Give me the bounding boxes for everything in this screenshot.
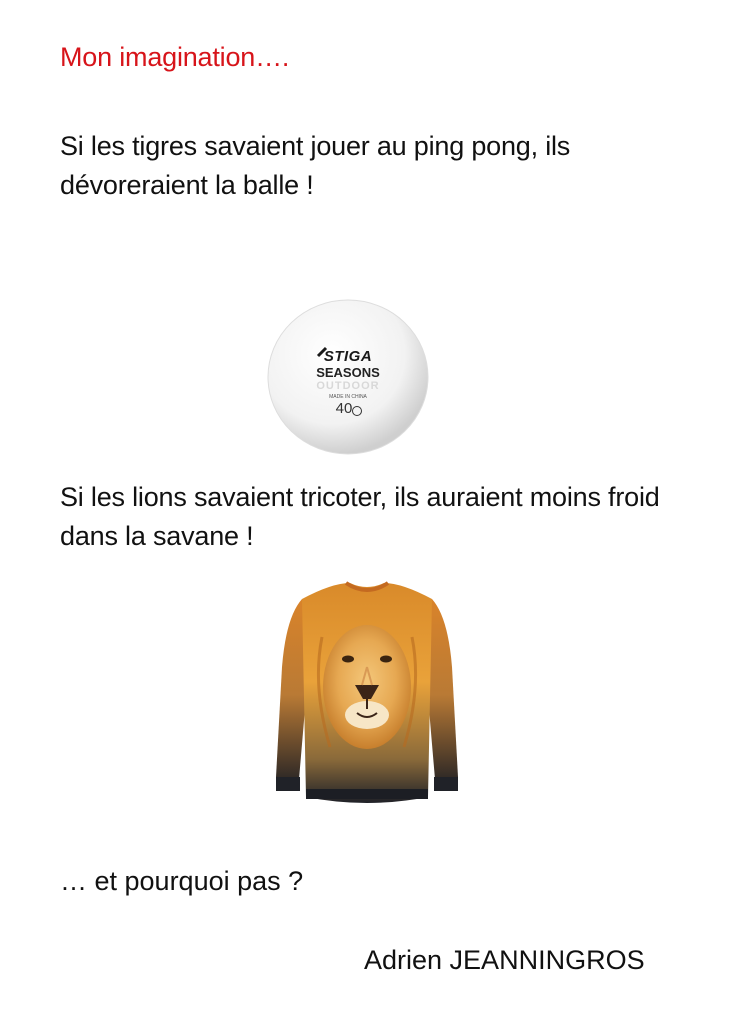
ball-size: 40: [335, 400, 353, 417]
ball-model: SEASONS: [316, 365, 380, 380]
ball-variant: OUTDOOR: [316, 380, 380, 392]
closing-line: … et pourquoi pas ?: [60, 866, 304, 896]
ball-brand-logo: STIGA: [323, 348, 373, 365]
lion-sweater-image: [272, 577, 462, 815]
ball-origin: MADE IN CHINA: [329, 394, 367, 400]
paragraph-tigers: Si les tigres savaient jouer au ping pong, ils dévoreraient la balle !: [60, 131, 571, 200]
ball-size-ring: [352, 406, 362, 416]
ping-pong-ball-image: [266, 298, 430, 456]
author-signature: Adrien JEANNINGROS: [364, 945, 645, 975]
page-title: Mon imagination….: [60, 42, 290, 72]
sweater-graphic: [272, 577, 462, 815]
paragraph-lions: Si les lions savaient tricoter, ils auraient moins froid dans la savane !: [60, 482, 660, 551]
